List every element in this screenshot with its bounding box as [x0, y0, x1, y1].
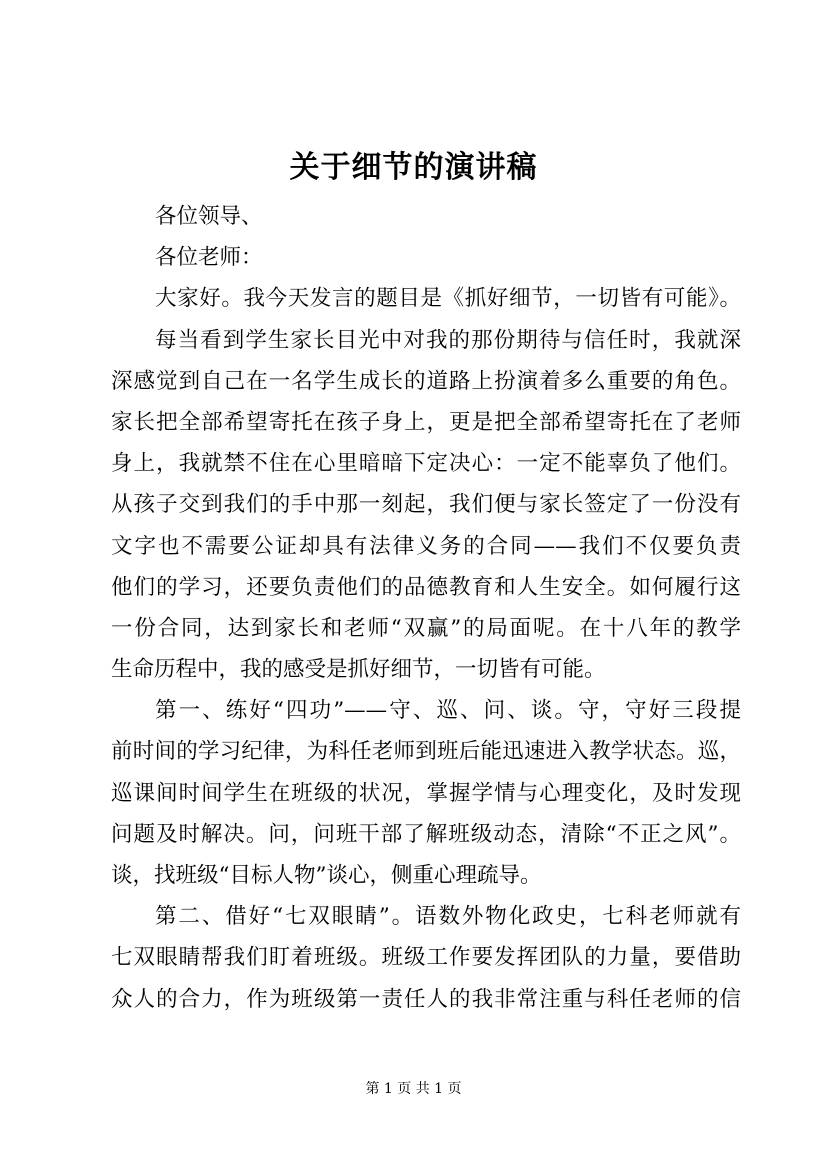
text-line: 第二、借好“七双眼睛”。语数外物化政史，七科老师就有: [155, 904, 741, 930]
text-line: 他们的学习，还要负责他们的品德教育和人生安全。如何履行这: [111, 574, 741, 600]
text-line: 各位老师：: [155, 245, 263, 271]
text-line: 从孩子交到我们的手中那一刻起，我们便与家长签定了一份没有: [111, 492, 741, 518]
text-line: 各位领导、: [155, 204, 263, 229]
text-line: 大家好。我今天发言的题目是《抓好细节，一切皆有可能》。: [155, 286, 741, 312]
text-line: 问题及时解决。问，问班干部了解班级动态，清除“不正之风”。: [111, 821, 741, 847]
text-line: 家长把全部希望寄托在孩子身上，更是把全部希望寄托在了老师: [111, 409, 741, 435]
text-line: 身上，我就禁不住在心里暗暗下定决心：一定不能辜负了他们。: [111, 451, 741, 477]
text-line: 生命历程中，我的感受是抓好细节，一切皆有可能。: [111, 657, 606, 683]
text-line: 每当看到学生家长目光中对我的那份期待与信任时，我就深: [155, 327, 741, 353]
text-line: 谈，找班级“目标人物”谈心，侧重心理疏导。: [111, 863, 542, 888]
text-line: 前时间的学习纪律，为科任老师到班后能迅速进入教学状态。巡，: [111, 739, 741, 765]
text-line: 众人的合力，作为班级第一责任人的我非常注重与科任老师的信: [111, 986, 741, 1012]
text-line: 深感觉到自己在一名学生成长的道路上扮演着多么重要的角色。: [111, 368, 741, 394]
document-title: 关于细节的演讲稿: [289, 150, 538, 185]
text-line: 巡课间时间学生在班级的状况，掌握学情与心理变化，及时发现: [111, 780, 741, 806]
text-line: 文字也不需要公证却具有法律义务的合同——我们不仅要负责: [111, 533, 741, 559]
document-body: [111, 196, 741, 1020]
text-line: 七双眼睛帮我们盯着班级。班级工作要发挥团队的力量，要借助: [111, 945, 741, 971]
page-footer: 第 1 页 共 1 页: [365, 1081, 462, 1097]
text-line: 一份合同，达到家长和老师“双赢”的局面呢。在十八年的教学: [111, 615, 741, 641]
text-line: 第一、练好“四功”——守、巡、问、谈。守，守好三段提: [155, 698, 741, 724]
